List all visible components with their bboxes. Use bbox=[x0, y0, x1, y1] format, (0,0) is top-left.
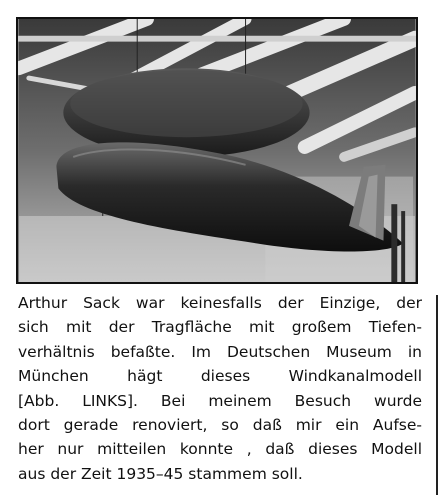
caption-line: München hägt dieses Windkanalmodell bbox=[18, 367, 422, 386]
photo-illustration bbox=[18, 19, 416, 282]
caption-line: aus der Zeit 1935–45 stammem soll. bbox=[18, 464, 303, 483]
margin-rule bbox=[436, 295, 438, 495]
photo-wind-tunnel-model bbox=[16, 17, 418, 284]
caption-line: verhältnis befaßte. Im Deutschen Museum in bbox=[18, 342, 422, 361]
caption-line: sich mit der Tragfläche mit großem Tiefen- bbox=[18, 318, 422, 337]
caption-text bbox=[18, 291, 422, 486]
caption-line: Arthur Sack war keinesfalls der Einzige, der bbox=[18, 294, 422, 312]
caption-line: her nur mitteilen konnte , daß dieses Modell bbox=[18, 440, 422, 459]
caption-line: dort gerade renoviert, so daß mir ein Aufse- bbox=[18, 416, 422, 435]
caption-line: [Abb. LINKS]. Bei meinem Besuch wurde bbox=[18, 391, 422, 410]
